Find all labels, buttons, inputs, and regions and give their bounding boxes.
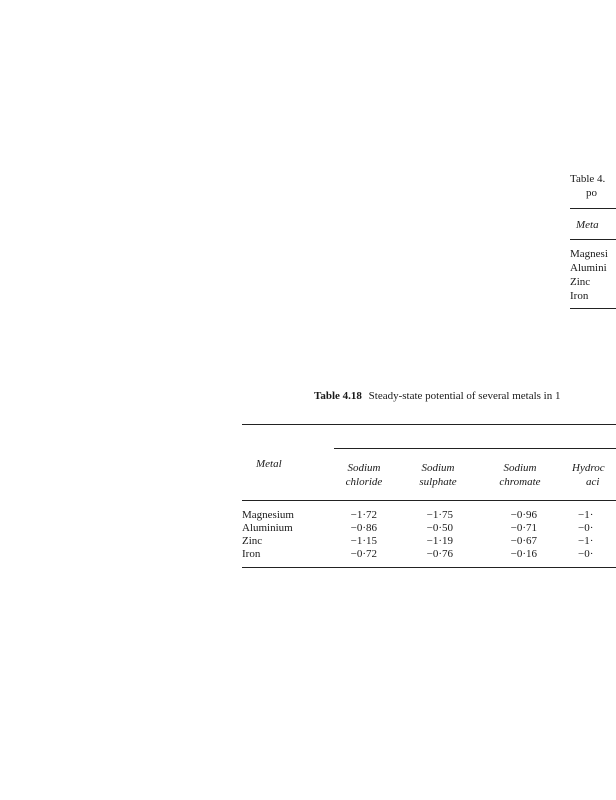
table-417-row: Iron (570, 290, 589, 302)
table-418-caption (314, 390, 560, 402)
table-418 (242, 0, 616, 800)
table-418-cell: −0· (578, 548, 594, 560)
col-header-line2: chloride (345, 476, 383, 488)
table-417-header-metal: Meta (576, 219, 599, 231)
table-418-cell: −1·15 (350, 535, 377, 547)
table-418-row-metal: Iron (242, 548, 261, 560)
table-418-cell: −0·71 (510, 522, 537, 534)
table-418-row-metal: Aluminium (242, 522, 293, 534)
table-418-col-header (336, 461, 392, 489)
table-418-header-metal: Metal (256, 458, 282, 470)
col-header-line2: chromate (499, 476, 541, 488)
table-418-col-header (410, 461, 466, 489)
table-418-cell: −1·19 (426, 535, 453, 547)
table-418-cell: −0·16 (510, 548, 537, 560)
table-418-row-metal: Zinc (242, 535, 263, 547)
table-418-cell: −0·96 (510, 509, 537, 521)
table-418-cell: −1· (578, 509, 594, 521)
table-418-col-header (572, 461, 616, 489)
col-header-line1: Sodium (503, 462, 537, 474)
table-418-cell: −0·67 (510, 535, 537, 547)
col-header-line2: aci (586, 476, 600, 488)
table-418-rule-subheader (334, 448, 616, 449)
table-417-row: Alumini (570, 262, 607, 274)
table-418-row-metal: Magnesium (242, 509, 294, 521)
table-418-cell: −0·72 (350, 548, 377, 560)
table-418-cell: −1· (578, 535, 594, 547)
col-header-line1: Sodium (347, 462, 381, 474)
table-418-cell: −1·75 (426, 509, 453, 521)
table-417-row: Magnesi (570, 248, 608, 260)
table-418-rule-bottom (242, 567, 616, 568)
table-418-caption-text: Steady-state potential of several metals in 1 (368, 390, 561, 402)
table-418-rule-top (242, 424, 616, 425)
col-header-line2: sulphate (419, 476, 457, 488)
col-header-line1: Sodium (421, 462, 455, 474)
table-418-cell: −0·50 (426, 522, 453, 534)
table-417-caption-label: Table 4. (570, 173, 606, 185)
table-418-col-header (490, 461, 550, 489)
col-header-line1: Hydroc (572, 462, 605, 474)
table-417-row: Zinc (570, 276, 591, 288)
table-418-caption-label: Table 4.18 (314, 390, 362, 402)
table-418-cell: −0·86 (350, 522, 377, 534)
table-418-cell: −0· (578, 522, 594, 534)
table-417-caption-text: po (586, 187, 597, 199)
table-418-cell: −0·76 (426, 548, 453, 560)
table-418-cell: −1·72 (350, 509, 377, 521)
table-418-rule-mid (242, 500, 616, 501)
